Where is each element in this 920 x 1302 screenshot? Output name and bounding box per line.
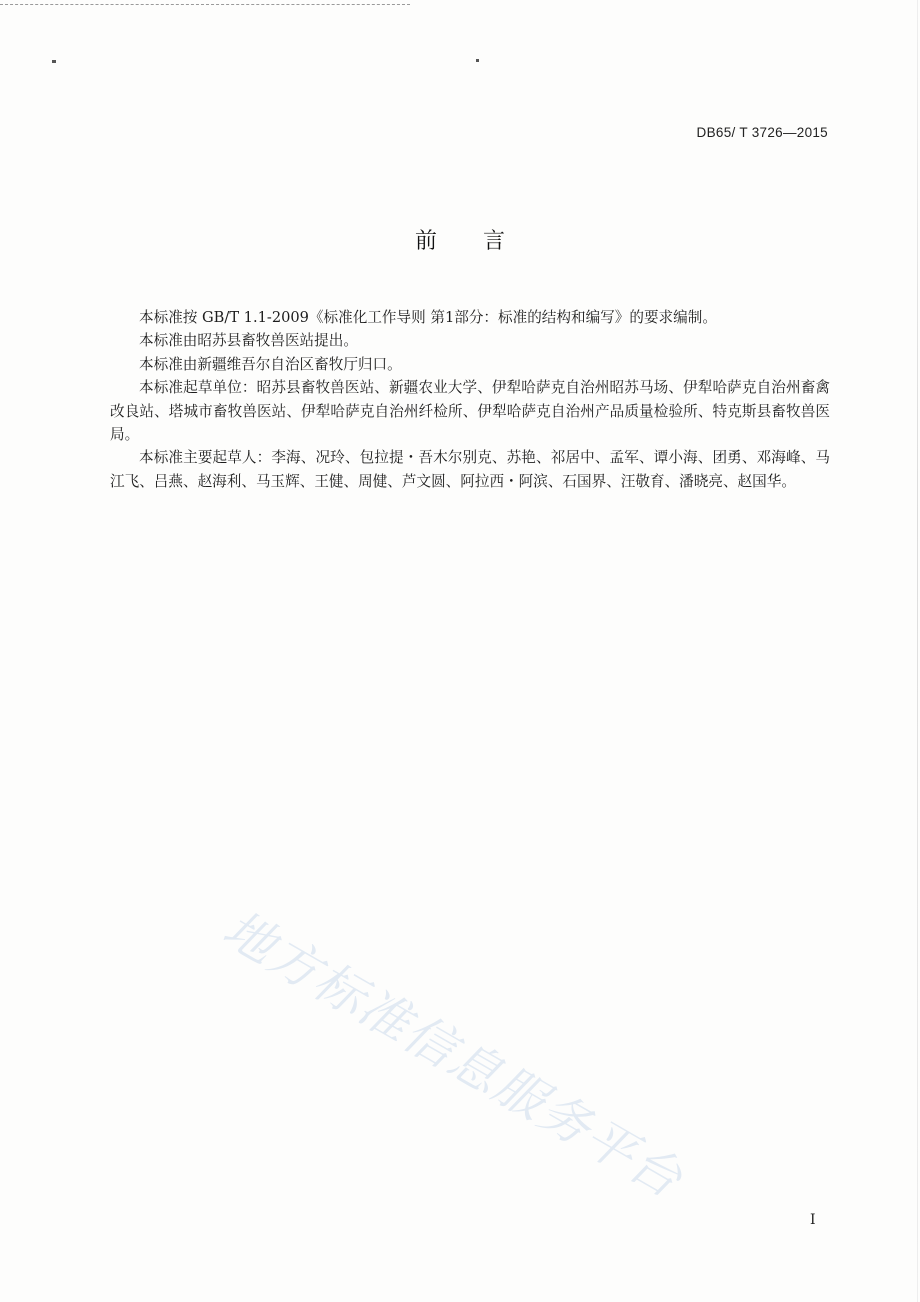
paragraph: 本标准由昭苏县畜牧兽医站提出。	[139, 332, 358, 350]
scan-edge-shadow	[917, 0, 918, 1302]
paragraph: 本标准按 GB/T 1.1-2009《标准化工作导则 第1部分：标准的结构和编写》的要求编制。	[139, 309, 717, 326]
scan-speck	[52, 60, 56, 63]
foreword-body	[110, 306, 830, 493]
paragraph: 本标准主要起草人：李海、况玲、包拉提・吾木尔别克、苏艳、祁居中、孟军、谭小海、团勇、邓海峰、马江飞、吕燕、赵海利、马玉辉、王健、周健、芦文圆、阿拉西・阿滨、石国界、汪敬育、潘晓亮、赵国华。	[110, 449, 830, 490]
standard-code: DB65/ T 3726—2015	[696, 125, 828, 140]
scan-speck	[476, 59, 479, 62]
watermark: 地方标准信息服务平台	[213, 899, 693, 1210]
scan-border-line	[0, 4, 410, 5]
paragraph: 本标准由新疆维吾尔自治区畜牧厅归口。	[139, 355, 402, 373]
page-title: 前言	[414, 229, 551, 254]
paragraph: 本标准起草单位：昭苏县畜牧兽医站、新疆农业大学、伊犁哈萨克自治州昭苏马场、伊犁哈萨克自治州畜禽改良站、塔城市畜牧兽医站、伊犁哈萨克自治州纤检所、伊犁哈萨克自治州产品质量检验所、特克斯县畜牧兽医局。	[110, 379, 830, 444]
page-number: I	[810, 1212, 816, 1228]
